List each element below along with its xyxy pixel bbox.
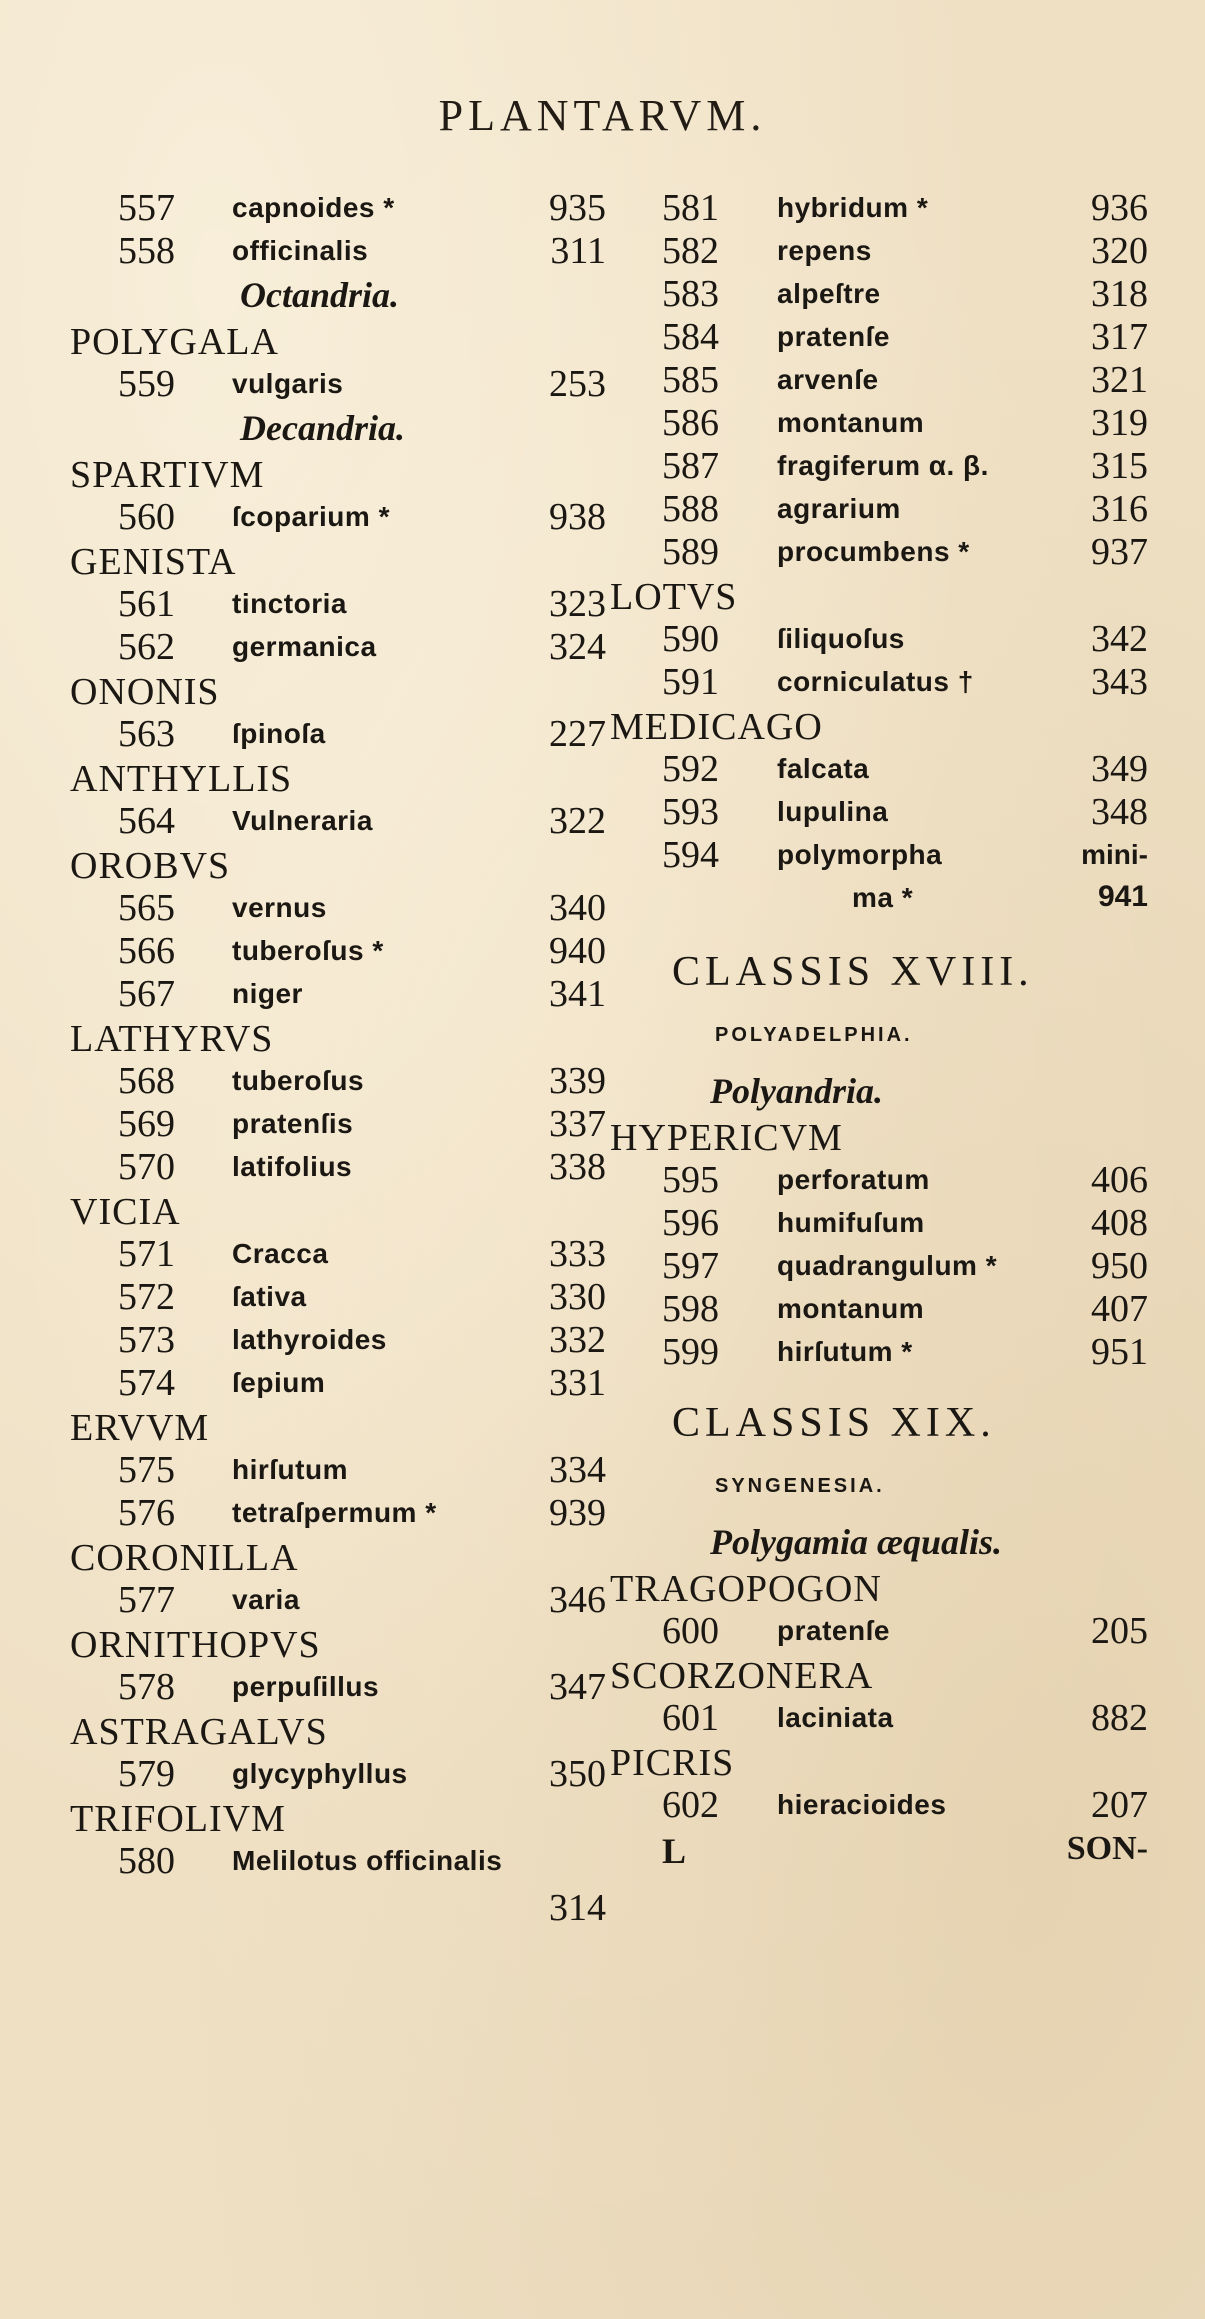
class-title: CLASSIS XIX. bbox=[672, 1400, 996, 1446]
page-number: 339 bbox=[549, 1060, 606, 1102]
index-entry bbox=[610, 1244, 1150, 1287]
entry-number: 591 bbox=[662, 661, 719, 703]
genus-name: POLYGALA bbox=[70, 321, 279, 363]
index-entry bbox=[70, 799, 610, 842]
species-name: hirſutum bbox=[232, 1454, 348, 1485]
page-number: 314 bbox=[549, 1887, 606, 1929]
genus-name: PICRIS bbox=[610, 1742, 735, 1784]
order-name: Octandria. bbox=[240, 275, 400, 315]
index-entry bbox=[610, 1158, 1150, 1201]
index-entry bbox=[610, 833, 1150, 876]
genus-heading bbox=[70, 755, 610, 799]
index-entry bbox=[70, 582, 610, 625]
page-number: 407 bbox=[1091, 1288, 1148, 1330]
species-name: Melilotus officinalis bbox=[232, 1845, 503, 1876]
entry-number: 596 bbox=[662, 1202, 719, 1244]
order-heading bbox=[610, 1519, 1150, 1565]
genus-name: ONONIS bbox=[70, 671, 220, 713]
entry-number: 582 bbox=[662, 230, 719, 272]
entry-number: 584 bbox=[662, 316, 719, 358]
page-number: 311 bbox=[550, 230, 606, 272]
order-heading bbox=[70, 272, 610, 318]
index-entry bbox=[70, 1491, 610, 1534]
index-entry bbox=[70, 929, 610, 972]
species-name: pratenſe bbox=[777, 321, 890, 352]
species-name: glycyphyllus bbox=[232, 1758, 408, 1789]
entry-number: 570 bbox=[118, 1146, 175, 1188]
index-entry bbox=[70, 1578, 610, 1621]
genus-heading bbox=[70, 451, 610, 495]
genus-heading bbox=[70, 1188, 610, 1232]
page-number: 318 bbox=[1091, 273, 1148, 315]
index-entry bbox=[610, 315, 1150, 358]
page-number: 205 bbox=[1091, 1610, 1148, 1652]
page-number: 321 bbox=[1091, 359, 1148, 401]
entry-number: 600 bbox=[662, 1610, 719, 1652]
class-name: SYNGENESIA. bbox=[715, 1475, 885, 1497]
species-name: latifolius bbox=[232, 1151, 353, 1182]
species-name: germanica bbox=[232, 631, 377, 662]
genus-heading bbox=[610, 1114, 1150, 1158]
genus-heading bbox=[70, 1404, 610, 1448]
genus-name: TRIFOLIVM bbox=[70, 1798, 286, 1840]
entry-number: 558 bbox=[118, 230, 175, 272]
class-subtitle bbox=[610, 1461, 1150, 1519]
species-name: niger bbox=[232, 978, 303, 1009]
page-number: 951 bbox=[1091, 1331, 1148, 1373]
page-number: 939 bbox=[549, 1492, 606, 1534]
entry-number: 562 bbox=[118, 626, 175, 668]
index-entry bbox=[610, 358, 1150, 401]
genus-name: GENISTA bbox=[70, 541, 237, 583]
genus-heading bbox=[70, 1708, 610, 1752]
page-number: 938 bbox=[549, 496, 606, 538]
genus-heading bbox=[70, 668, 610, 712]
entry-number: 587 bbox=[662, 445, 719, 487]
genus-heading bbox=[70, 1621, 610, 1665]
page-number: 331 bbox=[549, 1362, 606, 1404]
page-number: 406 bbox=[1091, 1159, 1148, 1201]
class-name: POLYADELPHIA. bbox=[715, 1024, 913, 1046]
index-entry bbox=[70, 229, 610, 272]
page-number: 253 bbox=[549, 363, 606, 405]
genus-name: ANTHYLLIS bbox=[70, 758, 293, 800]
index-entry bbox=[70, 1665, 610, 1708]
species-name: ma * bbox=[852, 882, 914, 913]
species-name: lathyroides bbox=[232, 1324, 387, 1355]
species-name: montanum bbox=[777, 1293, 925, 1324]
species-name: perpuſillus bbox=[232, 1671, 380, 1702]
page-number: 319 bbox=[1091, 402, 1148, 444]
genus-heading bbox=[610, 1739, 1150, 1783]
index-entry bbox=[70, 1752, 610, 1795]
species-name: alpeſtre bbox=[777, 278, 881, 309]
species-name: polymorpha bbox=[777, 839, 943, 870]
genus-name: ORNITHOPVS bbox=[70, 1624, 321, 1666]
right-column bbox=[610, 186, 1150, 1874]
page-number: 324 bbox=[549, 626, 606, 668]
species-name: hieracioides bbox=[777, 1789, 947, 1820]
species-name: quadrangulum * bbox=[777, 1250, 998, 1281]
species-name: pratenſe bbox=[777, 1615, 890, 1646]
genus-heading bbox=[70, 1015, 610, 1059]
entry-continuation bbox=[610, 876, 1150, 922]
entry-number: 583 bbox=[662, 273, 719, 315]
species-name: tinctoria bbox=[232, 588, 347, 619]
index-entry bbox=[610, 790, 1150, 833]
page-number: 941 bbox=[1097, 880, 1148, 913]
order-name: Decandria. bbox=[240, 408, 405, 448]
index-entry bbox=[70, 1102, 610, 1145]
genus-name: LATHYRVS bbox=[70, 1018, 274, 1060]
index-entry bbox=[70, 1232, 610, 1275]
entry-number: 576 bbox=[118, 1492, 175, 1534]
species-name: Cracca bbox=[232, 1238, 329, 1269]
entry-number: 579 bbox=[118, 1753, 175, 1795]
entry-number: 595 bbox=[662, 1159, 719, 1201]
index-entry bbox=[610, 1696, 1150, 1739]
page-number: 330 bbox=[549, 1276, 606, 1318]
species-name: vulgaris bbox=[232, 368, 344, 399]
page-footer bbox=[610, 1826, 1150, 1874]
species-name: montanum bbox=[777, 407, 925, 438]
index-entry bbox=[610, 272, 1150, 315]
species-name: ſativa bbox=[232, 1281, 307, 1312]
genus-name: ASTRAGALVS bbox=[70, 1711, 328, 1753]
index-entry bbox=[610, 660, 1150, 703]
species-name: Vulneraria bbox=[232, 805, 373, 836]
species-name: repens bbox=[777, 235, 872, 266]
species-name: ſcoparium * bbox=[232, 501, 390, 532]
page-number: 408 bbox=[1091, 1202, 1148, 1244]
index-entry bbox=[70, 712, 610, 755]
genus-heading bbox=[70, 538, 610, 582]
index-entry bbox=[610, 617, 1150, 660]
species-name: capnoides * bbox=[232, 192, 395, 223]
entry-number: 559 bbox=[118, 363, 175, 405]
index-entry bbox=[70, 625, 610, 668]
page-number: 349 bbox=[1091, 748, 1148, 790]
page-number: 323 bbox=[549, 583, 606, 625]
index-entry bbox=[610, 487, 1150, 530]
entry-number: 575 bbox=[118, 1449, 175, 1491]
page-number: 341 bbox=[549, 973, 606, 1015]
page-number: 332 bbox=[549, 1319, 606, 1361]
index-entry bbox=[70, 886, 610, 929]
page-number: 950 bbox=[1091, 1245, 1148, 1287]
entry-number: 565 bbox=[118, 887, 175, 929]
species-name: lupulina bbox=[777, 796, 889, 827]
entry-number: 581 bbox=[662, 187, 719, 229]
page-number: 337 bbox=[549, 1103, 606, 1145]
genus-heading bbox=[70, 318, 610, 362]
page-number: 338 bbox=[549, 1146, 606, 1188]
entry-number: 586 bbox=[662, 402, 719, 444]
index-entry bbox=[610, 1783, 1150, 1826]
page-number: 935 bbox=[549, 187, 606, 229]
entry-number: 566 bbox=[118, 930, 175, 972]
entry-number: 589 bbox=[662, 531, 719, 573]
entry-number: 585 bbox=[662, 359, 719, 401]
species-name: ſepium bbox=[232, 1367, 326, 1398]
entry-number: 598 bbox=[662, 1288, 719, 1330]
species-name: tetraſpermum * bbox=[232, 1497, 437, 1528]
species-name: laciniata bbox=[777, 1702, 894, 1733]
genus-name: VICIA bbox=[70, 1191, 181, 1233]
class-title: CLASSIS XVIII. bbox=[672, 949, 1034, 995]
entry-number: 601 bbox=[662, 1697, 719, 1739]
entry-number: 588 bbox=[662, 488, 719, 530]
order-heading bbox=[610, 1068, 1150, 1114]
page-number: 350 bbox=[549, 1753, 606, 1795]
genus-heading bbox=[70, 1795, 610, 1839]
index-entry bbox=[610, 401, 1150, 444]
index-entry bbox=[610, 1287, 1150, 1330]
page-number: 882 bbox=[1091, 1697, 1148, 1739]
genus-heading bbox=[610, 1565, 1150, 1609]
entry-number: 577 bbox=[118, 1579, 175, 1621]
running-header: PLANTARVM. bbox=[438, 91, 767, 140]
index-entry bbox=[70, 495, 610, 538]
entry-number: 567 bbox=[118, 973, 175, 1015]
entry-number: 569 bbox=[118, 1103, 175, 1145]
page-number: 315 bbox=[1091, 445, 1148, 487]
order-name: Polyandria. bbox=[710, 1071, 884, 1111]
entry-number: 560 bbox=[118, 496, 175, 538]
genus-name: HYPERICVM bbox=[610, 1117, 843, 1159]
index-entry bbox=[70, 1361, 610, 1404]
index-entry bbox=[610, 1609, 1150, 1652]
class-heading bbox=[610, 1373, 1150, 1461]
species-name: fragiferum α. β. bbox=[777, 450, 989, 481]
entry-number: 578 bbox=[118, 1666, 175, 1708]
species-name: procumbens * bbox=[777, 536, 970, 567]
species-name: varia bbox=[232, 1584, 300, 1615]
genus-name: SCORZONERA bbox=[610, 1655, 874, 1697]
species-name: hirſutum * bbox=[777, 1336, 913, 1367]
page-number: 342 bbox=[1091, 618, 1148, 660]
page-number: 937 bbox=[1091, 531, 1148, 573]
genus-name: CORONILLA bbox=[70, 1537, 299, 1579]
index-entry bbox=[70, 1839, 610, 1882]
page-number: 346 bbox=[549, 1579, 606, 1621]
species-name: agrarium bbox=[777, 493, 901, 524]
signature-mark: L bbox=[662, 1831, 687, 1871]
page-number: 348 bbox=[1091, 791, 1148, 833]
index-entry bbox=[610, 186, 1150, 229]
species-name: vernus bbox=[232, 892, 327, 923]
page-number: 227 bbox=[549, 713, 606, 755]
entry-number: 597 bbox=[662, 1245, 719, 1287]
species-name: ſiliquoſus bbox=[777, 623, 905, 654]
genus-heading bbox=[70, 842, 610, 886]
species-name: officinalis bbox=[232, 235, 369, 266]
species-name: arvenſe bbox=[777, 364, 879, 395]
entry-number: 590 bbox=[662, 618, 719, 660]
entry-number: 564 bbox=[118, 800, 175, 842]
species-name: perforatum bbox=[777, 1164, 930, 1195]
class-heading bbox=[610, 922, 1150, 1010]
entry-number: 594 bbox=[662, 834, 719, 876]
entry-number: 573 bbox=[118, 1319, 175, 1361]
index-entry bbox=[610, 1201, 1150, 1244]
entry-number: 571 bbox=[118, 1233, 175, 1275]
species-name: falcata bbox=[777, 753, 870, 784]
index-entry bbox=[610, 444, 1150, 487]
index-entry bbox=[70, 972, 610, 1015]
left-column bbox=[70, 186, 610, 1930]
entry-number: 572 bbox=[118, 1276, 175, 1318]
index-entry bbox=[70, 186, 610, 229]
species-name: tuberoſus bbox=[232, 1065, 365, 1096]
entry-number: 602 bbox=[662, 1784, 719, 1826]
entry-number: 574 bbox=[118, 1362, 175, 1404]
entry-number: 580 bbox=[118, 1840, 175, 1882]
index-entry bbox=[70, 1059, 610, 1102]
entry-number: 592 bbox=[662, 748, 719, 790]
genus-heading bbox=[610, 573, 1150, 617]
class-subtitle bbox=[610, 1010, 1150, 1068]
page-number: 347 bbox=[549, 1666, 606, 1708]
index-entry bbox=[610, 530, 1150, 573]
genus-heading bbox=[610, 1652, 1150, 1696]
species-name: ſpinoſa bbox=[232, 718, 326, 749]
index-entry bbox=[610, 1330, 1150, 1373]
genus-name: LOTVS bbox=[610, 576, 738, 618]
genus-heading bbox=[70, 1534, 610, 1578]
entry-number: 557 bbox=[118, 187, 175, 229]
page-number: 334 bbox=[549, 1449, 606, 1491]
page-number: 316 bbox=[1091, 488, 1148, 530]
index-entry bbox=[70, 1275, 610, 1318]
index-entry bbox=[70, 1145, 610, 1188]
entry-number: 568 bbox=[118, 1060, 175, 1102]
genus-name: TRAGOPOGON bbox=[610, 1568, 882, 1610]
catchword: SON- bbox=[1066, 1830, 1148, 1867]
page-number: 940 bbox=[549, 930, 606, 972]
index-entry bbox=[70, 362, 610, 405]
index-entry bbox=[610, 747, 1150, 790]
page-number: 340 bbox=[549, 887, 606, 929]
species-name: humifuſum bbox=[777, 1207, 925, 1238]
genus-name: SPARTIVM bbox=[70, 454, 265, 496]
species-name: tuberoſus * bbox=[232, 935, 384, 966]
index-entry bbox=[70, 1318, 610, 1361]
genus-heading bbox=[610, 703, 1150, 747]
continued-page bbox=[70, 1882, 610, 1930]
index-entry bbox=[610, 229, 1150, 272]
order-name: Polygamia æqualis. bbox=[710, 1522, 1003, 1562]
page-number: 343 bbox=[1091, 661, 1148, 703]
order-heading bbox=[70, 405, 610, 451]
page-number: 333 bbox=[549, 1233, 606, 1275]
page-number: 322 bbox=[549, 800, 606, 842]
entry-number: 593 bbox=[662, 791, 719, 833]
entry-number: 561 bbox=[118, 583, 175, 625]
entry-number: 563 bbox=[118, 713, 175, 755]
genus-name: ERVVM bbox=[70, 1407, 210, 1449]
species-name: pratenſis bbox=[232, 1108, 354, 1139]
page-number: 320 bbox=[1091, 230, 1148, 272]
page-number: 317 bbox=[1091, 316, 1148, 358]
entry-number: 599 bbox=[662, 1331, 719, 1373]
page-number: 936 bbox=[1091, 187, 1148, 229]
genus-name: OROBVS bbox=[70, 845, 231, 887]
page-number: mini- bbox=[1081, 839, 1148, 870]
genus-name: MEDICAGO bbox=[610, 706, 823, 748]
page-number: 207 bbox=[1091, 1784, 1148, 1826]
species-name: corniculatus † bbox=[777, 666, 974, 697]
species-name: hybridum * bbox=[777, 192, 929, 223]
index-entry bbox=[70, 1448, 610, 1491]
